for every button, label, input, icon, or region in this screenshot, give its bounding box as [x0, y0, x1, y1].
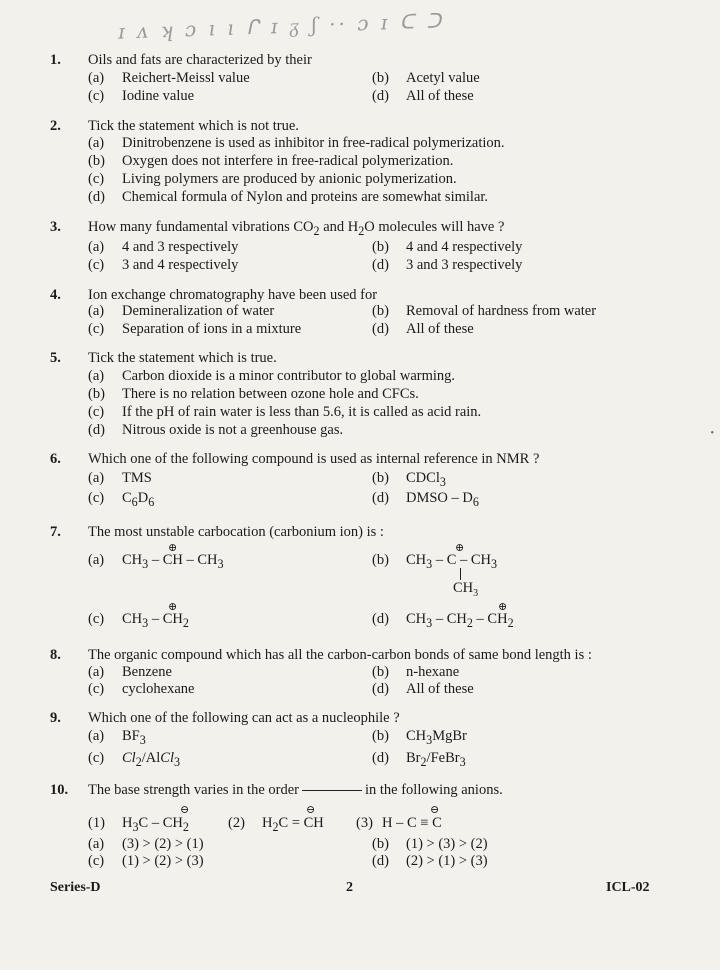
- question-number: 8.: [50, 647, 61, 663]
- option-b[interactable]: (b) 4 and 4 respectively: [372, 239, 523, 255]
- margin-mark: •: [710, 428, 714, 439]
- option-c[interactable]: (c) 3 and 4 respectively: [88, 257, 239, 273]
- question-number: 10.: [50, 782, 69, 798]
- option-c[interactable]: (c) Separation of ions in a mixture: [88, 321, 302, 337]
- option-a[interactable]: (a) $CH_3$ – CH – $CH_3$: [88, 552, 224, 571]
- question-number: 7.: [50, 524, 61, 540]
- question-text: Ion exchange chromatography have been used for: [88, 287, 378, 303]
- option-a[interactable]: (a) $BF_3$: [88, 728, 146, 747]
- question-text: The most unstable carbocation (carbonium ion) is :: [88, 524, 384, 540]
- option-b[interactable]: (b) Removal of hardness from water: [372, 303, 597, 319]
- question-text: Tick the statement which is not true.: [88, 118, 299, 134]
- option-b[interactable]: (b) $CH_3$ – C – $CH_3$: [372, 552, 498, 571]
- option-b[interactable]: (b) n-hexane: [372, 664, 460, 680]
- question-text: The organic compound which has all the carbon-carbon bonds of same bond length is :: [88, 647, 592, 663]
- option-c[interactable]: (c) $Cl_2/AlCl_3$: [88, 750, 181, 769]
- option-c[interactable]: (c) Living polymers are produced by anionic polymerization.: [88, 171, 457, 187]
- option-c[interactable]: (c) (1) > (2) > (3): [88, 853, 204, 869]
- option-a[interactable]: (a) Demineralization of water: [88, 303, 275, 319]
- series-label: Series-D: [50, 880, 101, 895]
- question-text: Which one of the following compound is used as internal reference in NMR ?: [88, 451, 540, 467]
- positive-charge-icon: ⊕: [498, 601, 508, 613]
- question-number: 9.: [50, 710, 61, 726]
- formula-b: $CH_3$ – C – $CH_3$: [406, 552, 498, 571]
- option-d[interactable]: (d) DMSO – $D_6$: [372, 490, 479, 509]
- negative-charge-icon: ⊖: [180, 804, 190, 816]
- question-number: 2.: [50, 118, 61, 134]
- question-number: 3.: [50, 219, 61, 235]
- question-text: How many fundamental vibrations $CO_2$ and $H_2O$ molecules will have ?: [88, 219, 505, 238]
- option-b[interactable]: (b) Acetyl value: [372, 70, 480, 86]
- bond-line: [460, 568, 461, 580]
- option-b[interactable]: (b) There is no relation between ozone hole and CFCs.: [88, 386, 419, 402]
- question-text: Oils and fats are characterized by their: [88, 52, 312, 68]
- formula-b: $CH_3MgBr$: [406, 728, 467, 747]
- option-b[interactable]: (b) $CH_3MgBr$: [372, 728, 467, 747]
- positive-charge-icon: ⊕: [168, 542, 178, 554]
- option-c[interactable]: (c) Iodine value: [88, 88, 195, 104]
- formula-d: $CH_3 - CH_2 - CH_2$: [406, 611, 514, 630]
- question-number: 6.: [50, 451, 61, 467]
- option-a[interactable]: (a) Benzene: [88, 664, 172, 680]
- option-a[interactable]: (a) Dinitrobenzene is used as inhibitor in free-radical polymerization.: [88, 135, 505, 151]
- page-number: 2: [346, 880, 353, 895]
- option-a[interactable]: (a) TMS: [88, 470, 152, 486]
- option-d[interactable]: (d) (2) > (1) > (3): [372, 853, 488, 869]
- negative-charge-icon: ⊖: [306, 804, 316, 816]
- option-b[interactable]: (b) (1) > (3) > (2): [372, 836, 488, 852]
- anion-2: (2) $H_2C$ = CH: [228, 815, 324, 834]
- option-c[interactable]: (c) cyclohexane: [88, 681, 195, 697]
- option-c[interactable]: (c) $C_6D_6$: [88, 490, 155, 509]
- formula-c: $CH_3 - CH_2$: [122, 611, 189, 630]
- negative-charge-icon: ⊖: [430, 804, 440, 816]
- option-d[interactable]: (d) $CH_3 - CH_2 - CH_2$: [372, 611, 514, 630]
- formula-d: $Br_2/FeBr_3$: [406, 750, 466, 769]
- formula-a: $BF_3$: [122, 728, 146, 747]
- option-b[interactable]: (b) CDCl$_3$: [372, 470, 446, 489]
- formula-c: $Cl_2/AlCl_3$: [122, 750, 181, 769]
- paper-code: ICL-02: [606, 880, 650, 895]
- question-text: The base strength varies in the order in the following anions.: [88, 782, 503, 798]
- methyl-group: $CH_3$: [453, 580, 479, 599]
- answer-blank: [302, 790, 362, 791]
- question-number: 1.: [50, 52, 61, 68]
- anion-1: (1) $H_3C - CH_2$: [88, 815, 189, 834]
- option-b[interactable]: (b) Oxygen does not interfere in free-radical polymerization.: [88, 153, 454, 169]
- option-d[interactable]: (d) Chemical formula of Nylon and proteins are somewhat similar.: [88, 189, 489, 205]
- question-text: Which one of the following can act as a nucleophile ?: [88, 710, 400, 726]
- positive-charge-icon: ⊕: [455, 542, 465, 554]
- question-number: 4.: [50, 287, 61, 303]
- option-d[interactable]: (d) Nitrous oxide is not a greenhouse gas.: [88, 422, 344, 438]
- option-a[interactable]: (a) 4 and 3 respectively: [88, 239, 239, 255]
- handwritten-note: ɪ ᴧ ʞ ɔ ı ı ᒋ ɪ ᵹ ʃ ·· ɔ ɪ ᑕ ᑐ: [117, 8, 445, 44]
- question-text: Tick the statement which is true.: [88, 350, 277, 366]
- option-d[interactable]: (d) 3 and 3 respectively: [372, 257, 523, 273]
- option-d[interactable]: (d) All of these: [372, 681, 474, 697]
- option-d[interactable]: (d) All of these: [372, 321, 474, 337]
- option-a[interactable]: (a) Reichert-Meissl value: [88, 70, 250, 86]
- formula-a: $CH_3$ – CH – $CH_3$: [122, 552, 224, 571]
- option-d[interactable]: (d) $Br_2/FeBr_3$: [372, 750, 466, 769]
- option-c[interactable]: (c) If the pH of rain water is less than 5.6, it is called as acid rain.: [88, 404, 482, 420]
- anion-3: (3) H – C ≡ C: [356, 815, 442, 831]
- option-c[interactable]: (c) $CH_3 - CH_2$: [88, 611, 189, 630]
- option-a[interactable]: (a) (3) > (2) > (1): [88, 836, 204, 852]
- option-a[interactable]: (a) Carbon dioxide is a minor contributor to global warming.: [88, 368, 456, 384]
- option-d[interactable]: (d) All of these: [372, 88, 474, 104]
- question-number: 5.: [50, 350, 61, 366]
- positive-charge-icon: ⊕: [168, 601, 178, 613]
